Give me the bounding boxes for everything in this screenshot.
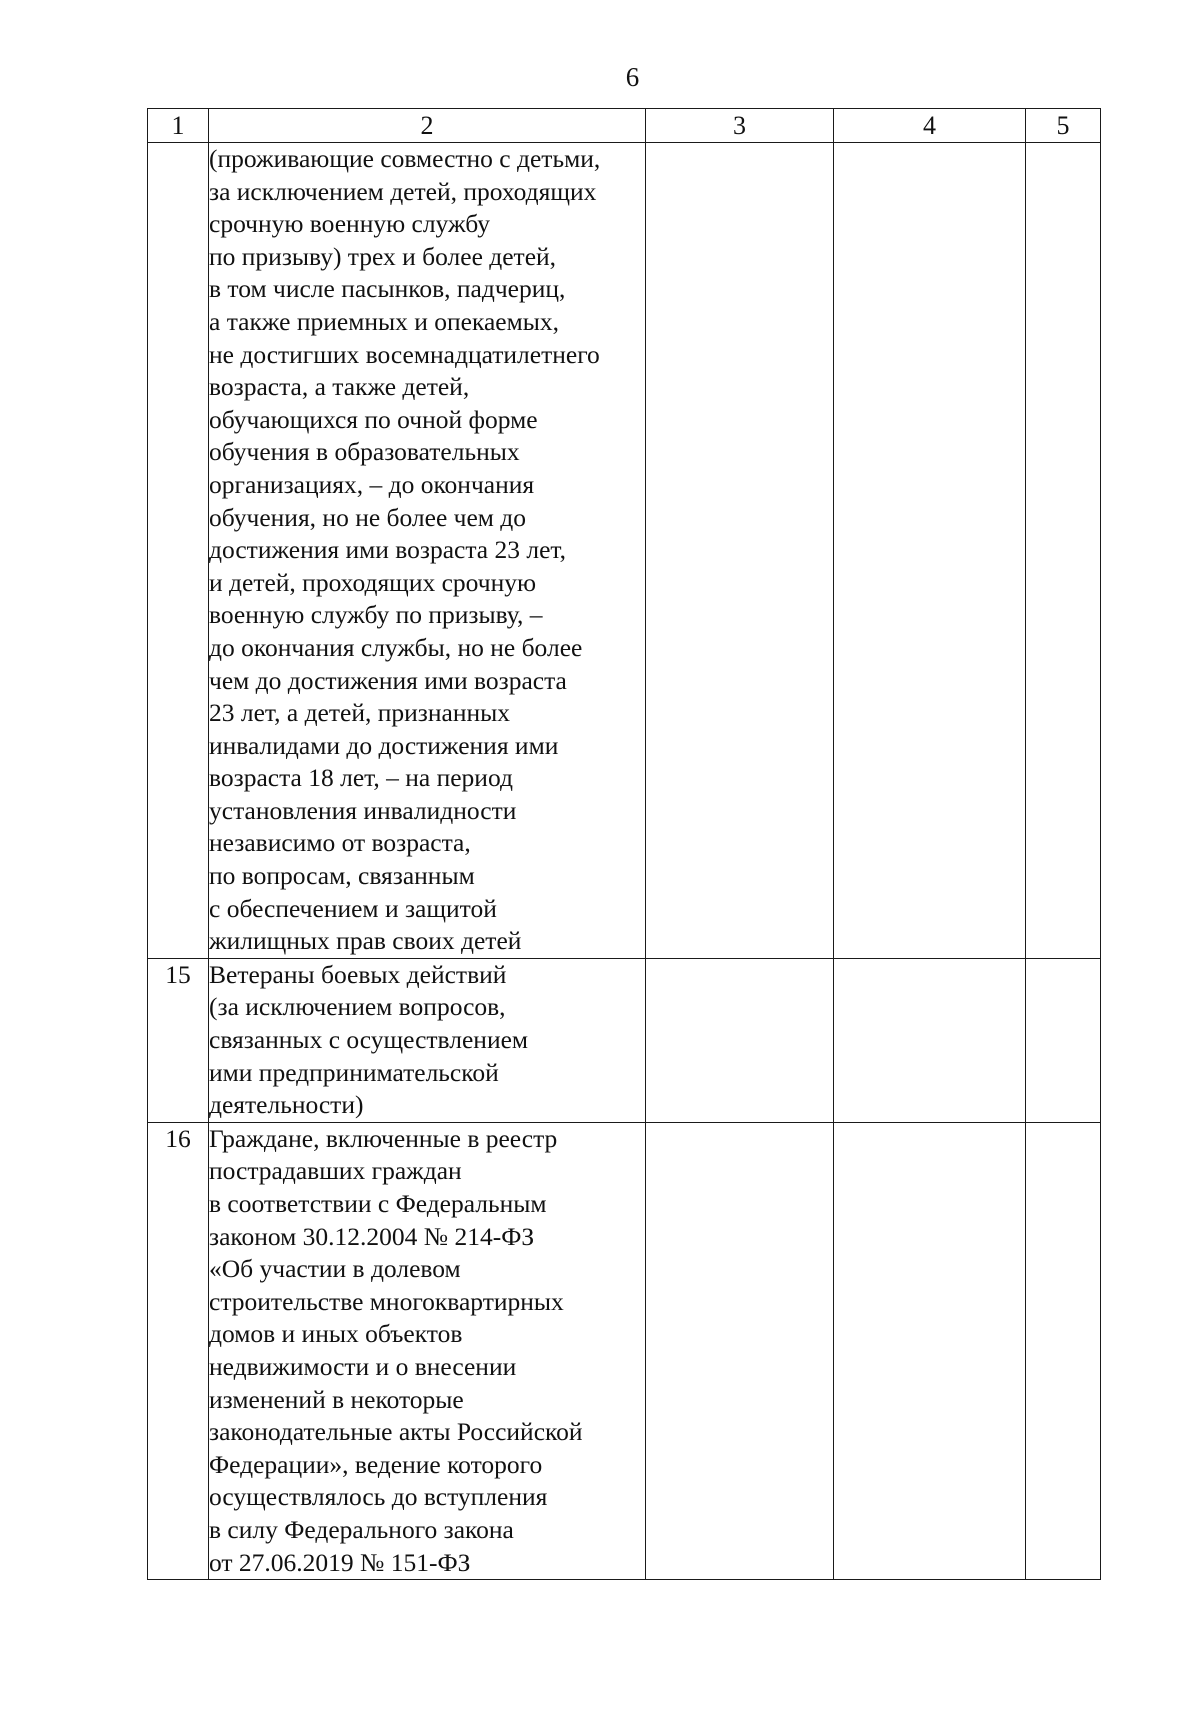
page-number: 6 [625,62,640,92]
description-line: 23 лет, а детей, признанных [209,698,510,728]
description-line: пострадавших граждан [209,1156,462,1186]
description-line: законом 30.12.2004 № 214-ФЗ [209,1221,535,1251]
description-line: за исключением детей, проходящих [209,176,597,206]
table-row [148,143,1101,959]
row-description-cell [209,143,646,959]
description-line: от 27.06.2019 № 151-ФЗ [209,1547,471,1577]
document-table [147,108,1101,1580]
description-line: обучения в образовательных [209,437,520,467]
description-line: возраста 18 лет, – на период [209,763,513,793]
description-line: в силу Федерального закона [209,1514,514,1544]
row-col5-cell [1026,958,1101,1122]
description-line: связанных с осуществлением [209,1025,529,1055]
row-col3-cell [646,1122,834,1579]
description-line: а также приемных и опекаемых, [209,306,560,336]
description-line: установления инвалидности [209,795,517,825]
description-line: не достигших восемнадцатилетнего [209,339,600,369]
row-col4-cell [834,143,1026,959]
description-line: ими предпринимательской [209,1057,499,1087]
row-description-cell [209,958,646,1122]
header-col-2: 2 [209,109,646,143]
description-line: обучения, но не более чем до [209,502,527,532]
description-line: достижения ими возраста 23 лет, [209,535,567,565]
row-number-cell: 15 [148,958,209,1122]
header-col-1: 1 [148,109,209,143]
description-line: военную службу по призыву, – [209,600,543,630]
table-row [148,1122,1101,1579]
row-description-cell [209,1122,646,1579]
description-line: по вопросам, связанным [209,861,475,891]
description-line: жилищных прав своих детей [209,926,522,956]
description-line: с обеспечением и защитой [209,893,497,923]
row-col3-cell [646,143,834,959]
description-line: срочную военную службу [209,209,491,239]
description-line: до окончания службы, но не более [209,632,583,662]
description-line: в соответствии с Федеральным [209,1189,547,1218]
row-number-cell [148,143,209,959]
description-line: Ветераны боевых действий [209,959,507,989]
table-body [148,143,1101,1580]
description-line: изменений в некоторые [209,1384,464,1414]
description-line: Граждане, включенные в реестр [209,1123,558,1153]
description-line: «Об участии в долевом [209,1254,461,1284]
header-col-3: 3 [646,109,834,143]
description-line: законодательные акты Российской [209,1417,583,1447]
description-line: (проживающие совместно с детьми, [209,144,601,173]
row-col5-cell [1026,1122,1101,1579]
description-line: по призыву) трех и более детей, [209,241,557,271]
description-line: недвижимости и о внесении [209,1351,517,1381]
description-line: обучающихся по очной форме [209,404,538,434]
description-line: деятельности) [209,1090,364,1120]
description-line: и детей, проходящих срочную [209,567,537,597]
description-line: независимо от возраста, [209,828,471,858]
table-row [148,958,1101,1122]
description-line: организациях, – до окончания [209,469,535,499]
header-col-5: 5 [1026,109,1101,143]
description-line: в том числе пасынков, падчериц, [209,274,566,304]
description-line: (за исключением вопросов, [209,992,506,1022]
header-col-4: 4 [834,109,1026,143]
row-col4-cell [834,958,1026,1122]
row-col3-cell [646,958,834,1122]
row-number-cell: 16 [148,1122,209,1579]
row-col5-cell [1026,143,1101,959]
description-line: возраста, а также детей, [209,372,470,402]
description-line: инвалидами до достижения ими [209,730,559,760]
description-line: строительстве многоквартирных [209,1286,564,1316]
description-line: осуществлялось до вступления [209,1482,548,1512]
table-header-row [148,109,1101,143]
description-line: домов и иных объектов [209,1319,463,1349]
row-col4-cell [834,1122,1026,1579]
description-line: Федерации», ведение которого [209,1449,543,1479]
description-line: чем до достижения ими возраста [209,665,567,695]
